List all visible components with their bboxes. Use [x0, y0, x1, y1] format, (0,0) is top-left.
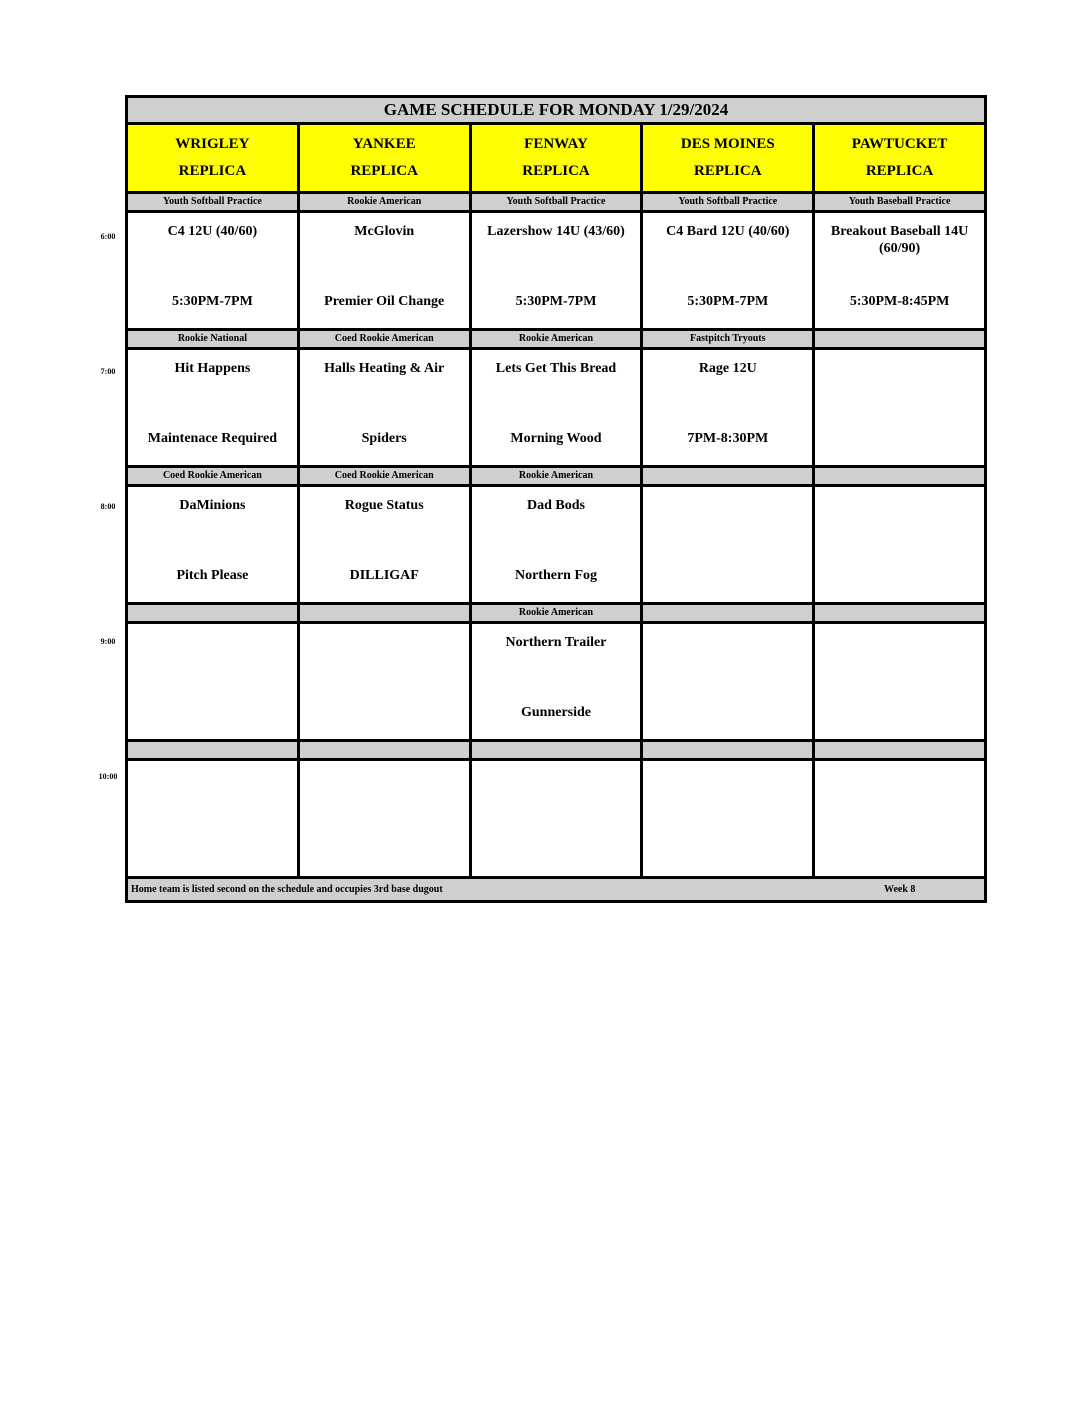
game-row	[128, 624, 984, 742]
time-label: 10:00	[98, 772, 118, 781]
game-cell	[128, 624, 300, 739]
home-team: 5:30PM-7PM	[515, 294, 597, 309]
away-team: Lets Get This Bread	[495, 361, 617, 376]
game-cell	[472, 213, 644, 328]
home-team: 5:30PM-8:45PM	[849, 294, 950, 309]
game-row	[128, 761, 984, 879]
away-team: Rage 12U	[698, 361, 757, 376]
field-header-yankee	[300, 125, 472, 191]
field-name: DES MOINES	[680, 136, 775, 152]
home-team: Gunnerside	[520, 705, 591, 720]
away-team: Breakout Baseball 14U (60/90)	[830, 224, 969, 256]
home-team: Premier Oil Change	[324, 294, 445, 309]
field-name: WRIGLEY	[175, 136, 250, 152]
away-team: Halls Heating & Air	[324, 361, 445, 376]
division-label: Coed Rookie American	[300, 331, 472, 347]
game-cell	[643, 350, 815, 465]
game-cell	[300, 624, 472, 739]
division-label: Youth Softball Practice	[643, 194, 815, 210]
division-label	[300, 605, 472, 621]
field-header-wrigley	[128, 125, 300, 191]
game-cell	[300, 350, 472, 465]
away-team: C4 Bard 12U (40/60)	[666, 224, 790, 239]
division-row	[128, 468, 984, 487]
home-team: 5:30PM-7PM	[171, 294, 253, 309]
game-cell	[815, 487, 984, 602]
home-team: DILLIGAF	[349, 568, 419, 583]
time-label: 7:00	[100, 367, 116, 376]
division-label: Youth Softball Practice	[128, 194, 300, 210]
division-label	[815, 742, 984, 758]
game-cell	[815, 350, 984, 465]
division-label: Rookie American	[300, 194, 472, 210]
schedule-title: GAME SCHEDULE FOR MONDAY 1/29/2024	[128, 98, 984, 125]
division-label	[815, 331, 984, 347]
division-label	[472, 742, 644, 758]
division-label	[815, 605, 984, 621]
game-cell	[815, 761, 984, 876]
game-cell	[815, 213, 984, 328]
home-team: Northern Fog	[514, 568, 598, 583]
field-subtitle: REPLICA	[178, 163, 247, 179]
home-team: Maintenace Required	[147, 431, 278, 446]
game-row	[128, 350, 984, 468]
field-name: FENWAY	[524, 136, 588, 152]
time-label: 9:00	[100, 637, 116, 646]
home-team: Morning Wood	[510, 431, 602, 446]
division-label	[128, 605, 300, 621]
field-subtitle: REPLICA	[350, 163, 418, 179]
away-team: DaMinions	[179, 498, 246, 513]
field-subtitle: REPLICA	[522, 163, 590, 179]
division-row	[128, 331, 984, 350]
game-cell	[472, 487, 644, 602]
home-team: 7PM-8:30PM	[687, 431, 769, 446]
game-cell	[128, 350, 300, 465]
time-slots	[128, 194, 984, 879]
division-label	[300, 742, 472, 758]
home-team: Spiders	[361, 431, 407, 446]
week-label: Week 8	[884, 884, 916, 895]
away-team: Rogue Status	[344, 498, 424, 513]
division-label: Rookie National	[128, 331, 300, 347]
division-label: Rookie American	[472, 605, 644, 621]
field-name: PAWTUCKET	[851, 136, 948, 152]
division-label: Youth Softball Practice	[472, 194, 644, 210]
away-team: Lazershow 14U (43/60)	[487, 224, 625, 239]
division-label: Rookie American	[472, 331, 644, 347]
footer-note: Home team is listed second on the schedule and occupies 3rd base dugout	[131, 884, 443, 895]
game-cell	[128, 761, 300, 876]
field-subtitle: REPLICA	[865, 163, 934, 179]
game-cell	[300, 761, 472, 876]
away-team: Dad Bods	[527, 498, 585, 513]
game-cell	[643, 487, 815, 602]
division-label	[815, 468, 984, 484]
away-team: Hit Happens	[174, 361, 251, 376]
away-team: C4 12U (40/60)	[167, 224, 258, 239]
home-team: Pitch Please	[176, 568, 249, 583]
field-name: YANKEE	[352, 136, 416, 152]
game-cell	[643, 761, 815, 876]
game-row	[128, 487, 984, 605]
division-row	[128, 605, 984, 624]
field-header-fenway	[472, 125, 644, 191]
field-header-des-moines	[643, 125, 815, 191]
game-cell	[643, 213, 815, 328]
division-label: Rookie American	[472, 468, 644, 484]
division-label	[643, 742, 815, 758]
game-cell	[815, 624, 984, 739]
field-subtitle: REPLICA	[694, 163, 762, 179]
division-row	[128, 194, 984, 213]
division-label: Fastpitch Tryouts	[643, 331, 815, 347]
away-team: Northern Trailer	[505, 635, 607, 650]
field-header-row	[128, 125, 984, 194]
game-cell	[300, 487, 472, 602]
time-label: 8:00	[100, 502, 116, 511]
schedule-footer	[128, 879, 984, 900]
division-label	[643, 605, 815, 621]
division-label: Coed Rookie American	[128, 468, 300, 484]
division-label	[643, 468, 815, 484]
game-cell	[472, 761, 644, 876]
division-label	[128, 742, 300, 758]
division-label: Coed Rookie American	[300, 468, 472, 484]
division-label: Youth Baseball Practice	[815, 194, 984, 210]
game-cell	[643, 624, 815, 739]
home-team: 5:30PM-7PM	[687, 294, 769, 309]
division-row	[128, 742, 984, 761]
schedule-table	[125, 95, 987, 903]
game-cell	[128, 487, 300, 602]
game-cell	[472, 624, 644, 739]
time-label: 6:00	[100, 232, 116, 241]
away-team: McGlovin	[354, 224, 415, 239]
game-cell	[472, 350, 644, 465]
game-cell	[300, 213, 472, 328]
field-header-pawtucket	[815, 125, 984, 191]
game-row	[128, 213, 984, 331]
game-cell	[128, 213, 300, 328]
